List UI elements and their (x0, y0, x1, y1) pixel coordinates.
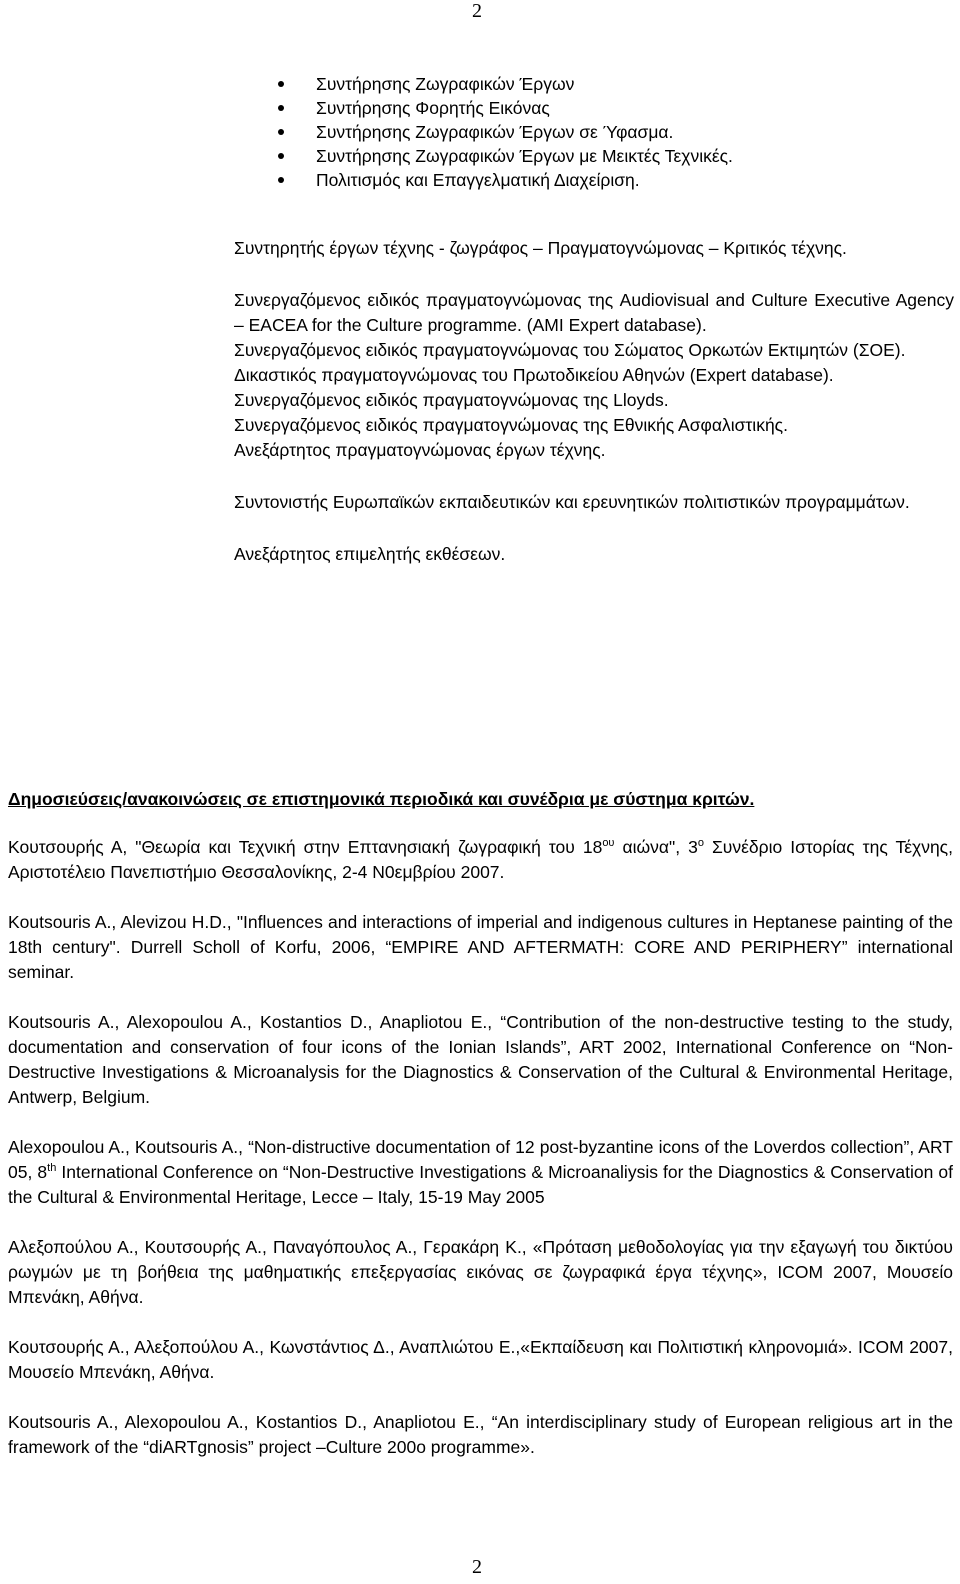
list-item: Συντήρησης Ζωγραφικών Έργων (278, 72, 733, 96)
role-eacea: Συνεργαζόμενος ειδικός πραγματογνώμονας της Audiovisual and Culture Executive Agency – EACEA for the Culture programme. (AMI Expert database). (234, 290, 954, 335)
page-number-bottom: 2 (472, 1556, 482, 1578)
role-lloyds: Συνεργαζόμενος ειδικός πραγματογνώμονας της Lloyds. (234, 390, 669, 410)
page-number-top: 2 (472, 0, 482, 22)
publication-entry: Αλεξοπούλου Α., Κουτσουρής Α., Παναγόπουλος Α., Γερακάρη Κ., «Πρόταση μεθοδολογίας για την εξαγωγή του δικτύου ρωγμών με τη βοήθεια της μαθηματικής επεξεργασίας εικόνας σε ζωγραφικά έργα τέχνης», ICOM 2007, Μουσείο Μπενάκη, Αθήνα. (8, 1237, 953, 1307)
role-soe: Συνεργαζόμενος ειδικός πραγματογνώμονας του Σώματος Ορκωτών Εκτιμητών (ΣΟΕ). (234, 340, 906, 360)
publications-heading: Δημοσιεύσεις/ανακοινώσεις σε επιστημονικά περιοδικά και συνέδρια με σύστημα κριτών. (8, 789, 755, 809)
role-curator: Ανεξάρτητος επιμελητής εκθέσεων. (234, 544, 506, 564)
publication-entry: Koutsouris A., Alexopoulou A., Kostantios D., Anapliotou E., “An interdisciplinary study of European religious art in the framework of the “diARTgnosis” project –Culture 200o programme». (8, 1412, 953, 1457)
publications-list (8, 835, 953, 1485)
publication-entry: Κουτσουρής Α, "Θεωρία και Τεχνική στην Επτανησιακή ζωγραφική του $18^{o\upsilon}$ αιώνα", $3^o$ Συνέδριο Ιστορίας της Τέχνης, Αριστοτέλειο Πανεπιστήμιο Θεσσαλονίκης, 2-4 Ν0εμβρίου 2007. (8, 837, 953, 882)
role-independent: Ανεξάρτητος πραγματογνώμονας έργων τέχνης. (234, 440, 606, 460)
role-coordinator: Συντονιστής Ευρωπαϊκών εκπαιδευτικών και ερευνητικών πολιτιστικών προγραμμάτων. (234, 492, 910, 512)
bullet-icon (278, 153, 284, 159)
role-ethniki: Συνεργαζόμενος ειδικός πραγματογνώμονας της Εθνικής Ασφαλιστικής. (234, 415, 788, 435)
role-conservator: Συντηρητής έργων τέχνης - ζωγράφος – Πραγματογνώμονας – Κριτικός τέχνης. (234, 238, 847, 258)
specialization-list (278, 72, 733, 192)
bullet-icon (278, 129, 284, 135)
bullet-icon (278, 105, 284, 111)
list-item: Συντήρησης Ζωγραφικών Έργων με Μεικτές Τεχνικές. (278, 144, 733, 168)
publication-entry: Κουτσουρής Α., Αλεξοπούλου Α., Κωνστάντιος Δ., Αναπλιώτου Ε.,«Εκπαίδευση και Πολιτιστική κληρονομιά». ICOM 2007, Μουσείο Μπενάκη, Αθήνα. (8, 1337, 953, 1382)
list-item: Συντήρησης Ζωγραφικών Έργων σε Ύφασμα. (278, 120, 733, 144)
list-item: Πολιτισμός και Επαγγελματική Διαχείριση. (278, 168, 733, 192)
publication-entry: Koutsouris A., Alexopoulou A., Kostantios D., Anapliotou E., “Contribution of the non-destructive testing to the study, documentation and conservation of four icons of the Ionian Islands”, ART 2002, International Conference on “Non-Destructive Investigations & Microanalysis for the Diagnostics & Conservation of the Cultural & Environmental Heritage, Antwerp, Belgium. (8, 1012, 953, 1107)
list-item: Συντήρησης Φορητής Εικόνας (278, 96, 733, 120)
bullet-icon (278, 81, 284, 87)
publication-entry: Koutsouris A., Alevizou H.D., "Influences and interactions of imperial and indigenous cultures in Heptanese painting of the 18th century". Durrell Scholl of Korfu, 2006, “EMPIRE AND AFTERMATH: CORE AND PERIPHERY” international seminar. (8, 912, 953, 982)
role-court: Δικαστικός πραγματογνώμονας του Πρωτοδικείου Αθηνών (Expert database). (234, 365, 834, 385)
publication-entry: Alexopoulou A., Koutsouris A., “Non-distructive documentation of 12 post-byzantine icons of the Loverdos collection”, ART 05, 8th International Conference on “Non-Destructive Investigations & Microanaliysis for the Diagnostics & Conservation of the Cultural & Environmental Heritage, Lecce – Italy, 15-19 May 2005 (8, 1137, 953, 1207)
roles-section (234, 236, 954, 567)
bullet-icon (278, 177, 284, 183)
